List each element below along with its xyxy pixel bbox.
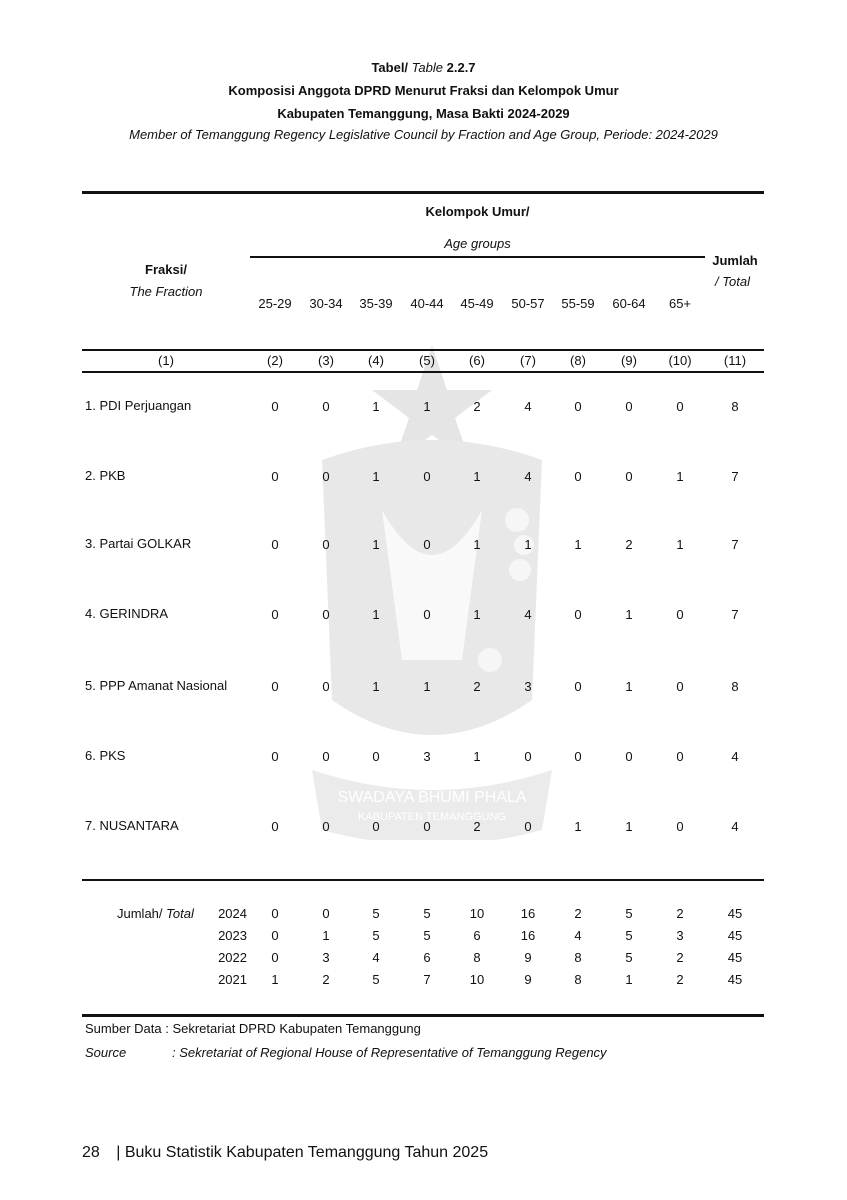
table-cell: 0 [271, 399, 279, 414]
fraksi-header-en: The Fraction [129, 284, 203, 299]
table-cell: 7 [731, 469, 739, 484]
age-header-2: 30-34 [309, 296, 343, 311]
table-cell: 0 [423, 819, 431, 834]
table-cell: 1 [625, 607, 633, 622]
totals-cell: 0 [271, 950, 279, 965]
table-cell: 0 [322, 607, 330, 622]
table-cell: 4 [524, 607, 532, 622]
column-number-11: (11) [723, 353, 747, 368]
table-cell: 0 [625, 749, 633, 764]
totals-cell: 6 [423, 950, 431, 965]
column-number-9: (9) [621, 353, 637, 368]
table-cell: 1 [676, 469, 684, 484]
totals-top-rule [82, 879, 764, 881]
age-header-8: 60-64 [612, 296, 646, 311]
totals-cell: 2 [676, 906, 684, 921]
totals-year: 2023 [218, 928, 247, 943]
table-cell: 8 [731, 399, 739, 414]
totals-cell: 3 [676, 928, 684, 943]
table-cell: 1 [473, 537, 481, 552]
table-cell: 0 [322, 469, 330, 484]
totals-cell: 1 [271, 972, 279, 987]
age-header-4: 40-44 [410, 296, 444, 311]
column-number-2: (2) [267, 353, 283, 368]
totals-cell: 2 [676, 950, 684, 965]
table-cell: 4 [524, 399, 532, 414]
source-en-label: Source [85, 1045, 127, 1060]
age-header-5: 45-49 [460, 296, 494, 311]
age-header-1: 25-29 [258, 296, 292, 311]
jumlah-header: Jumlah [712, 253, 758, 268]
totals-year: 2021 [218, 972, 247, 987]
fraction-label: 1. PDI Perjuangan [85, 398, 192, 413]
totals-cell: 45 [727, 972, 743, 987]
totals-cell: 10 [469, 972, 485, 987]
table-cell: 1 [524, 537, 532, 552]
totals-cell: 16 [520, 928, 536, 943]
table-cell: 0 [574, 607, 582, 622]
column-number-8: (8) [570, 353, 586, 368]
totals-cell: 8 [574, 950, 582, 965]
totals-cell: 16 [520, 906, 536, 921]
totals-cell: 45 [727, 928, 743, 943]
table-top-rule [82, 191, 764, 194]
table-cell: 2 [625, 537, 633, 552]
table-cell: 2 [473, 399, 481, 414]
totals-cell: 2 [322, 972, 330, 987]
table-cell: 0 [524, 819, 532, 834]
totals-cell: 5 [625, 906, 633, 921]
totals-cell: 5 [625, 950, 633, 965]
source-id [85, 1021, 421, 1036]
totals-cell: 4 [574, 928, 582, 943]
table-cell: 1 [473, 749, 481, 764]
table-cell: 0 [574, 679, 582, 694]
fraction-label: 5. PPP Amanat Nasional [85, 678, 228, 693]
table-cell: 1 [473, 469, 481, 484]
table-cell: 1 [372, 679, 380, 694]
table-cell: 1 [473, 607, 481, 622]
table-cell: 0 [676, 607, 684, 622]
totals-cell: 4 [372, 950, 380, 965]
totals-cell: 9 [524, 972, 532, 987]
column-number-10: (10) [668, 353, 692, 368]
totals-cell: 2 [574, 906, 582, 921]
table-cell: 1 [372, 607, 380, 622]
table-cell: 0 [524, 749, 532, 764]
totals-cell: 0 [271, 928, 279, 943]
totals-cell: 2 [676, 972, 684, 987]
table-cell: 0 [574, 469, 582, 484]
totals-cell: 8 [473, 950, 481, 965]
table-cell: 0 [322, 749, 330, 764]
table-cell: 0 [271, 469, 279, 484]
page-footer [82, 1144, 488, 1162]
watermark-text-1: SWADAYA BHUMI PHALA [337, 789, 527, 806]
totals-cell: 45 [727, 950, 743, 965]
table-cell: 2 [473, 819, 481, 834]
column-number-top-rule [82, 349, 764, 351]
column-number-7: (7) [520, 353, 536, 368]
table-cell: 1 [372, 399, 380, 414]
source-en-text: : Sekretariat of Regional House of Representative of Temanggung Regency [172, 1045, 607, 1060]
totals-cell: 8 [574, 972, 582, 987]
age-header-9: 65+ [668, 296, 692, 311]
age-header-7: 55-59 [561, 296, 595, 311]
table-cell: 1 [372, 469, 380, 484]
table-cell: 0 [676, 679, 684, 694]
table-cell: 0 [676, 819, 684, 834]
table-bottom-rule [82, 1014, 764, 1017]
totals-cell: 9 [524, 950, 532, 965]
table-prefix: Tabel/ [371, 60, 409, 75]
totals-cell: 5 [372, 972, 380, 987]
jumlah-header-en: / Total [715, 274, 750, 289]
totals-label-id: Jumlah/ [117, 906, 163, 921]
fraction-label: 3. Partai GOLKAR [85, 536, 192, 551]
age-group-header-en: Age groups [444, 236, 511, 251]
table-cell: 8 [731, 679, 739, 694]
table-cell: 0 [322, 399, 330, 414]
column-number-4: (4) [368, 353, 384, 368]
age-header-6: 50-57 [511, 296, 545, 311]
totals-cell: 5 [423, 928, 431, 943]
table-prefix-en: Table [411, 60, 443, 75]
totals-cell: 1 [625, 972, 633, 987]
fraction-label: 6. PKS [85, 748, 126, 763]
table-cell: 4 [731, 749, 739, 764]
watermark-text-2: KABUPATEN TEMANGGUNG [358, 811, 506, 823]
column-number-6: (6) [469, 353, 485, 368]
fraksi-header: Fraksi/ [145, 262, 187, 277]
table-cell: 4 [731, 819, 739, 834]
table-cell: 0 [322, 679, 330, 694]
table-cell: 1 [574, 819, 582, 834]
table-cell: 0 [423, 607, 431, 622]
age-group-header: Kelompok Umur/ [425, 204, 530, 219]
totals-cell: 45 [727, 906, 743, 921]
book-title: | Buku Statistik Kabupaten Temanggung Tahun 2025 [116, 1144, 489, 1161]
table-cell: 0 [271, 607, 279, 622]
table-cell: 0 [676, 399, 684, 414]
totals-cell: 0 [271, 906, 279, 921]
source-id-text: : Sekretariat DPRD Kabupaten Temanggung [165, 1021, 421, 1036]
totals-cell: 5 [625, 928, 633, 943]
table-title-2: Kabupaten Temanggung, Masa Bakti 2024-2029 [277, 106, 570, 121]
table-cell: 0 [372, 819, 380, 834]
fraction-label: 7. NUSANTARA [85, 818, 179, 833]
table-cell: 2 [473, 679, 481, 694]
table-cell: 0 [676, 749, 684, 764]
totals-year: 2024 [218, 906, 247, 921]
age-header-3: 35-39 [359, 296, 393, 311]
table-cell: 7 [731, 607, 739, 622]
column-number-1: (1) [158, 353, 174, 368]
column-number-bottom-rule [82, 371, 764, 373]
table-cell: 4 [524, 469, 532, 484]
table-cell: 3 [524, 679, 532, 694]
table-cell: 0 [574, 749, 582, 764]
table-cell: 1 [423, 399, 431, 414]
fraction-label: 4. GERINDRA [85, 606, 169, 621]
totals-cell: 1 [322, 928, 330, 943]
totals-cell: 5 [372, 928, 380, 943]
table-title-1: Komposisi Anggota DPRD Menurut Fraksi dan Kelompok Umur [228, 83, 619, 98]
table-subtitle-en: Member of Temanggung Regency Legislative Council by Fraction and Age Group, Periode: 2024-2029 [129, 127, 718, 142]
totals-cell: 5 [423, 906, 431, 921]
table-cell: 1 [372, 537, 380, 552]
totals-label [117, 906, 194, 921]
table-cell: 0 [423, 537, 431, 552]
table-cell: 0 [625, 469, 633, 484]
table-cell: 3 [423, 749, 431, 764]
totals-cell: 3 [322, 950, 330, 965]
totals-cell: 10 [469, 906, 485, 921]
column-number-5: (5) [419, 353, 435, 368]
totals-label-en: Total [166, 906, 194, 921]
table-cell: 0 [322, 819, 330, 834]
table-cell: 0 [271, 819, 279, 834]
table-cell: 0 [271, 679, 279, 694]
page-number: 28 [82, 1144, 100, 1161]
fraction-label: 2. PKB [85, 468, 126, 483]
table-cell: 1 [574, 537, 582, 552]
totals-cell: 0 [322, 906, 330, 921]
table-cell: 7 [731, 537, 739, 552]
table-cell: 0 [271, 537, 279, 552]
table-cell: 0 [574, 399, 582, 414]
totals-cell: 5 [372, 906, 380, 921]
totals-cell: 7 [423, 972, 431, 987]
table-cell: 0 [423, 469, 431, 484]
age-group-rule [250, 256, 705, 258]
table-cell: 0 [625, 399, 633, 414]
table-cell: 0 [372, 749, 380, 764]
source-id-label: Sumber Data [85, 1021, 162, 1036]
table-cell: 1 [423, 679, 431, 694]
table-number: 2.2.7 [446, 60, 476, 75]
totals-cell: 6 [473, 928, 481, 943]
table-cell: 0 [271, 749, 279, 764]
table-cell: 1 [625, 679, 633, 694]
table-cell: 1 [625, 819, 633, 834]
temanggung-emblem-watermark [292, 340, 572, 840]
table-title-line [0, 60, 847, 75]
table-cell: 1 [676, 537, 684, 552]
table-cell: 0 [322, 537, 330, 552]
column-number-3: (3) [318, 353, 334, 368]
totals-year: 2022 [218, 950, 247, 965]
